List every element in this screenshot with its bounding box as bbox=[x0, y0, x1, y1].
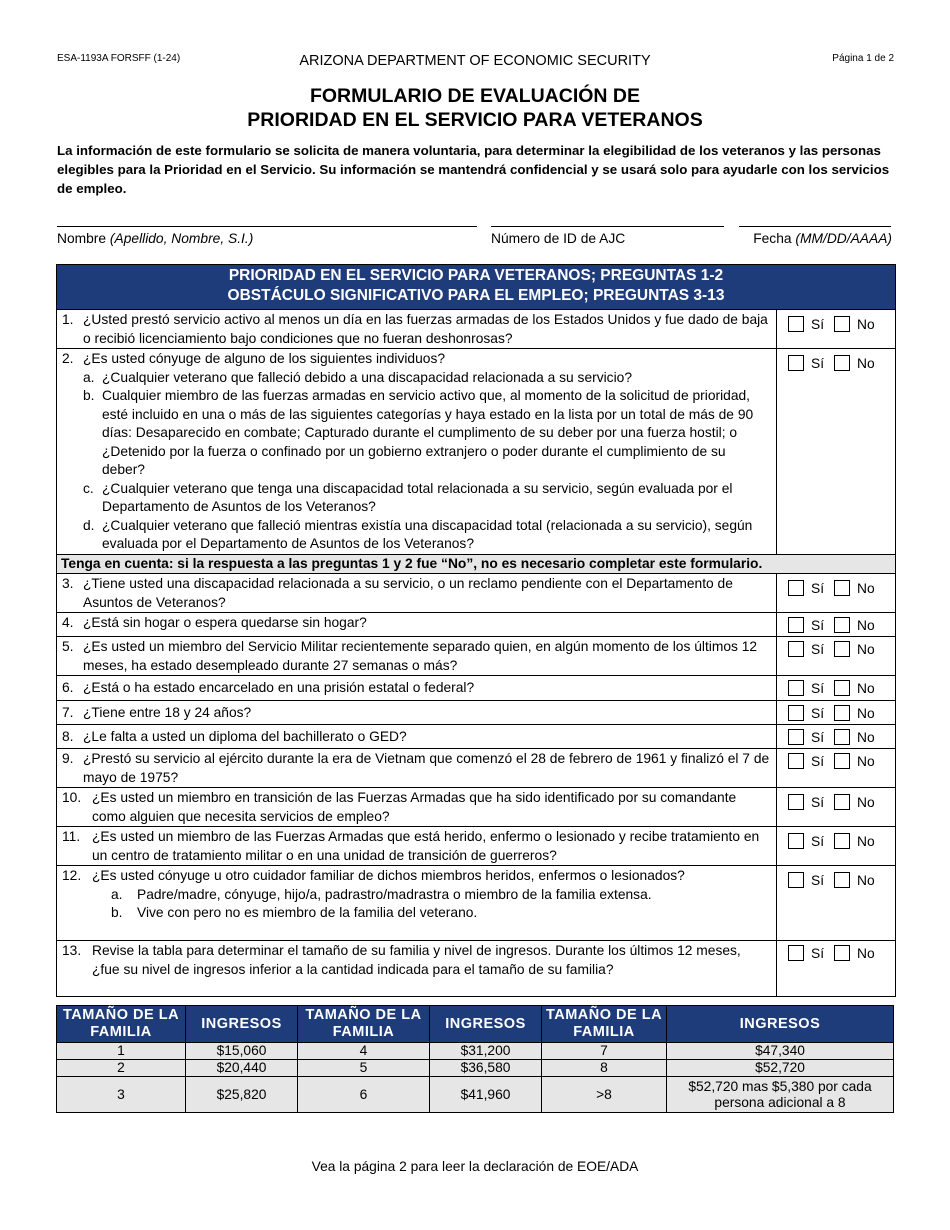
sub-text: ¿Cualquier veterano que tenga una discapacidad total relacionada a su servicio, según evaluada por el Departamento de Asuntos de los Veteranos? bbox=[102, 480, 733, 514]
question-row-4 bbox=[57, 613, 896, 637]
sub-letter: b. bbox=[83, 388, 95, 403]
family-size-cell: 8 bbox=[542, 1060, 667, 1077]
yes-label: Sí bbox=[811, 729, 825, 745]
sub-item-a bbox=[62, 886, 772, 905]
question-row-8 bbox=[57, 725, 896, 749]
no-checkbox[interactable] bbox=[834, 833, 850, 849]
family-size-header: TAMAÑO DE LA FAMILIA bbox=[298, 1006, 430, 1043]
family-size-cell: >8 bbox=[542, 1077, 667, 1113]
question-number: 13. bbox=[62, 943, 82, 958]
yes-label: Sí bbox=[811, 641, 825, 657]
income-cell: $41,960 bbox=[430, 1077, 542, 1113]
income-header: INGRESOS bbox=[186, 1006, 298, 1043]
family-size-header: TAMAÑO DE LA FAMILIA bbox=[57, 1006, 186, 1043]
yes-checkbox[interactable] bbox=[788, 641, 804, 657]
question-number: 2. bbox=[62, 351, 74, 366]
sub-letter: d. bbox=[83, 517, 95, 533]
no-checkbox[interactable] bbox=[834, 753, 850, 769]
yes-checkbox[interactable] bbox=[788, 794, 804, 810]
question-row-10 bbox=[57, 788, 896, 827]
form-code: ESA-1193A FORSFF (1-24) bbox=[57, 53, 181, 64]
no-checkbox[interactable] bbox=[834, 316, 850, 332]
income-row bbox=[57, 1043, 894, 1060]
no-checkbox[interactable] bbox=[834, 641, 850, 657]
yes-label: Sí bbox=[811, 705, 825, 721]
question-text: ¿Es usted un miembro de las Fuerzas Armadas que está herido, enfermo o lesionado y recibe tratamiento en un centro de tratamiento militar o en una unidad de transición de guerreros? bbox=[92, 829, 760, 863]
yes-checkbox[interactable] bbox=[788, 580, 804, 596]
ajc-id-label: Número de ID de AJC bbox=[491, 231, 626, 246]
no-checkbox[interactable] bbox=[834, 729, 850, 745]
no-label: No bbox=[857, 316, 875, 332]
ajc-id-field[interactable] bbox=[491, 226, 724, 227]
yes-label: Sí bbox=[811, 753, 825, 769]
no-label: No bbox=[857, 945, 875, 961]
questions-table bbox=[56, 264, 896, 997]
note-text: Tenga en cuenta: si la respuesta a las preguntas 1 y 2 fue “No”, no es necesario completar este formulario. bbox=[57, 555, 896, 574]
income-cell: $15,060 bbox=[186, 1043, 298, 1060]
no-checkbox[interactable] bbox=[834, 617, 850, 633]
question-row-2 bbox=[57, 349, 896, 555]
yes-label: Sí bbox=[811, 580, 825, 596]
title-line-1: FORMULARIO DE EVALUACIÓN DE bbox=[309, 85, 641, 107]
question-text: ¿Es usted cónyuge u otro cuidador familiar de dichos miembros heridos, enfermos o lesionados? bbox=[92, 868, 685, 883]
sub-letter: c. bbox=[83, 480, 94, 496]
yes-checkbox[interactable] bbox=[788, 753, 804, 769]
sub-letter: a. bbox=[111, 886, 123, 902]
question-text: ¿Usted prestó servicio activo al menos un día en las fuerzas armadas de los Estados Unidos y fue dado de baja o recibió licenciamiento bajo condiciones que no fueran deshonrosas? bbox=[83, 312, 768, 346]
date-field[interactable] bbox=[739, 226, 891, 227]
income-cell: $31,200 bbox=[430, 1043, 542, 1060]
family-size-cell: 1 bbox=[57, 1043, 186, 1060]
sub-item-b bbox=[62, 904, 772, 923]
question-row-9 bbox=[57, 749, 896, 788]
sub-item-b bbox=[62, 387, 772, 480]
income-cell: $25,820 bbox=[186, 1077, 298, 1113]
no-label: No bbox=[857, 794, 875, 810]
income-cell: $52,720 bbox=[667, 1060, 894, 1077]
question-text: ¿Le falta a usted un diploma del bachillerato o GED? bbox=[83, 729, 407, 744]
no-label: No bbox=[857, 872, 875, 888]
name-label: Nombre (Apellido, Nombre, S.I.) bbox=[57, 231, 254, 246]
intro-text: La información de este formulario se solicita de manera voluntaria, para determinar la elegibilidad de los veteranos y las personas elegibles para la Prioridad en el Servicio. Su información se mantendrá confidencial y se usará solo para ayudarle con los servicios de empleo. bbox=[57, 143, 890, 196]
page-number: Página 1 de 2 bbox=[832, 53, 894, 64]
question-number: 5. bbox=[62, 639, 74, 654]
date-label: Fecha (MM/DD/AAAA) bbox=[753, 231, 892, 246]
no-checkbox[interactable] bbox=[834, 872, 850, 888]
yes-label: Sí bbox=[811, 355, 825, 371]
family-size-cell: 3 bbox=[57, 1077, 186, 1113]
question-text: ¿Está o ha estado encarcelado en una prisión estatal o federal? bbox=[83, 680, 475, 695]
question-text: ¿Es usted un miembro del Servicio Militar recientemente separado quien, en algún momento de los últimos 12 meses, ha estado desempleado durante 27 semanas o más? bbox=[83, 639, 758, 673]
question-text: ¿Es usted un miembro en transición de las Fuerzas Armadas que ha sido identificado por su comandante como alguien que necesita servicios de empleo? bbox=[92, 790, 737, 824]
question-text: ¿Es usted cónyuge de alguno de los siguientes individuos? bbox=[83, 351, 446, 366]
sub-letter: a. bbox=[83, 369, 95, 385]
family-size-cell: 7 bbox=[542, 1043, 667, 1060]
no-checkbox[interactable] bbox=[834, 705, 850, 721]
income-cell: $20,440 bbox=[186, 1060, 298, 1077]
question-row-12 bbox=[57, 866, 896, 941]
yes-checkbox[interactable] bbox=[788, 945, 804, 961]
question-number: 3. bbox=[62, 576, 74, 591]
question-number: 11. bbox=[62, 829, 81, 844]
no-label: No bbox=[857, 833, 875, 849]
yes-label: Sí bbox=[811, 680, 825, 696]
question-text: ¿Está sin hogar o espera quedarse sin hogar? bbox=[83, 615, 367, 630]
question-row-13 bbox=[57, 941, 896, 997]
sub-text: Cualquier miembro de las fuerzas armadas en servicio activo que, al momento de la solicitud de prioridad, esté incluido en una o más de las siguientes categorías y haya estado en la lista por un total de más de 90 días: Desaparecido en combate; Capturado durante el cumplimento de su deber por una fuerza hostil; o ¿Detenido por la fuerza o confinado por un gobierno extranjero o poder durante el cumplimiento de su deber? bbox=[102, 388, 754, 477]
no-label: No bbox=[857, 753, 875, 769]
question-number: 10. bbox=[62, 790, 82, 805]
question-number: 8. bbox=[62, 729, 74, 744]
question-text: ¿Prestó su servicio al ejército durante la era de Vietnam que comenzó el 28 de febrero de 1961 y finalizó el 7 de mayo de 1975? bbox=[83, 751, 770, 785]
yes-label: Sí bbox=[811, 794, 825, 810]
family-size-cell: 4 bbox=[298, 1043, 430, 1060]
income-header: INGRESOS bbox=[667, 1006, 894, 1043]
sub-text: ¿Cualquier veterano que falleció mientras existía una discapacidad total (relacionada a su servicio), según evaluada por el Departamento de Asuntos de los Veteranos? bbox=[102, 517, 753, 551]
question-row-5 bbox=[57, 637, 896, 676]
question-text: ¿Tiene entre 18 y 24 años? bbox=[83, 705, 252, 720]
family-size-cell: 5 bbox=[298, 1060, 430, 1077]
no-checkbox[interactable] bbox=[834, 794, 850, 810]
questions-header bbox=[57, 265, 896, 310]
question-row-1 bbox=[57, 310, 896, 349]
sub-letter: b. bbox=[111, 905, 123, 920]
yes-checkbox[interactable] bbox=[788, 705, 804, 721]
sub-text: ¿Cualquier veterano que falleció debido a una discapacidad relacionada a su servicio? bbox=[102, 369, 632, 385]
yes-checkbox[interactable] bbox=[788, 729, 804, 745]
no-label: No bbox=[857, 355, 875, 371]
question-row-6 bbox=[57, 676, 896, 701]
yes-checkbox[interactable] bbox=[788, 316, 804, 332]
title-line-2: PRIORIDAD EN EL SERVICIO PARA VETERANOS bbox=[247, 109, 703, 131]
yes-checkbox[interactable] bbox=[788, 680, 804, 696]
no-checkbox[interactable] bbox=[834, 945, 850, 961]
yes-checkbox[interactable] bbox=[788, 872, 804, 888]
sub-item-a bbox=[62, 369, 772, 388]
question-text: Revise la tabla para determinar el tamaño de su familia y nivel de ingresos. Durante los últimos 12 meses, ¿fue su nivel de ingresos inferior a la cantidad indicada para el tamaño de su familia? bbox=[92, 943, 741, 977]
header-line-1: PRIORIDAD EN EL SERVICIO PARA VETERANOS; PREGUNTAS 1-2 bbox=[228, 267, 724, 284]
yes-label: Sí bbox=[811, 872, 825, 888]
question-row-11 bbox=[57, 827, 896, 866]
agency-name: ARIZONA DEPARTMENT OF ECONOMIC SECURITY bbox=[299, 53, 651, 69]
income-cell: $52,720 mas $5,380 por cada persona adicional a 8 bbox=[667, 1077, 894, 1113]
footer-note: Vea la página 2 para leer la declaración de EOE/ADA bbox=[311, 1159, 639, 1174]
no-checkbox[interactable] bbox=[834, 355, 850, 371]
question-number: 1. bbox=[62, 312, 74, 327]
income-row bbox=[57, 1077, 894, 1113]
income-row bbox=[57, 1060, 894, 1077]
income-header: INGRESOS bbox=[430, 1006, 542, 1043]
question-text: ¿Tiene usted una discapacidad relacionada a su servicio, o un reclamo pendiente con el Departamento de Asuntos de Veteranos? bbox=[83, 576, 733, 610]
question-number: 6. bbox=[62, 680, 74, 695]
question-number: 12. bbox=[62, 868, 82, 883]
family-size-cell: 2 bbox=[57, 1060, 186, 1077]
page-title bbox=[0, 84, 950, 132]
sub-text: Padre/madre, cónyuge, hijo/a, padrastro/madrastra o miembro de la familia extensa. bbox=[137, 886, 652, 902]
question-number: 4. bbox=[62, 615, 74, 630]
sub-item-d bbox=[62, 517, 772, 554]
sub-item-c bbox=[62, 480, 772, 517]
note-row bbox=[57, 555, 896, 574]
income-table bbox=[56, 1005, 894, 1113]
no-label: No bbox=[857, 729, 875, 745]
question-number: 7. bbox=[62, 705, 74, 720]
family-size-cell: 6 bbox=[298, 1077, 430, 1113]
sub-text: Vive con pero no es miembro de la familia del veterano. bbox=[137, 905, 478, 920]
yes-checkbox[interactable] bbox=[788, 833, 804, 849]
no-label: No bbox=[857, 680, 875, 696]
income-cell: $36,580 bbox=[430, 1060, 542, 1077]
no-checkbox[interactable] bbox=[834, 680, 850, 696]
yes-label: Sí bbox=[811, 617, 825, 633]
no-label: No bbox=[857, 580, 875, 596]
yes-checkbox[interactable] bbox=[788, 355, 804, 371]
header-line-2: OBSTÁCULO SIGNIFICATIVO PARA EL EMPLEO; PREGUNTAS 3-13 bbox=[227, 287, 725, 304]
question-row-7 bbox=[57, 701, 896, 725]
question-row-3 bbox=[57, 574, 896, 613]
family-size-header: TAMAÑO DE LA FAMILIA bbox=[542, 1006, 667, 1043]
name-field[interactable] bbox=[57, 226, 477, 227]
yes-label: Sí bbox=[811, 833, 825, 849]
no-label: No bbox=[857, 641, 875, 657]
yes-label: Sí bbox=[811, 316, 825, 332]
yes-label: Sí bbox=[811, 945, 825, 961]
no-label: No bbox=[857, 705, 875, 721]
no-label: No bbox=[857, 617, 875, 633]
question-number: 9. bbox=[62, 751, 74, 766]
no-checkbox[interactable] bbox=[834, 580, 850, 596]
yes-checkbox[interactable] bbox=[788, 617, 804, 633]
income-header-row bbox=[57, 1006, 894, 1043]
income-cell: $47,340 bbox=[667, 1043, 894, 1060]
